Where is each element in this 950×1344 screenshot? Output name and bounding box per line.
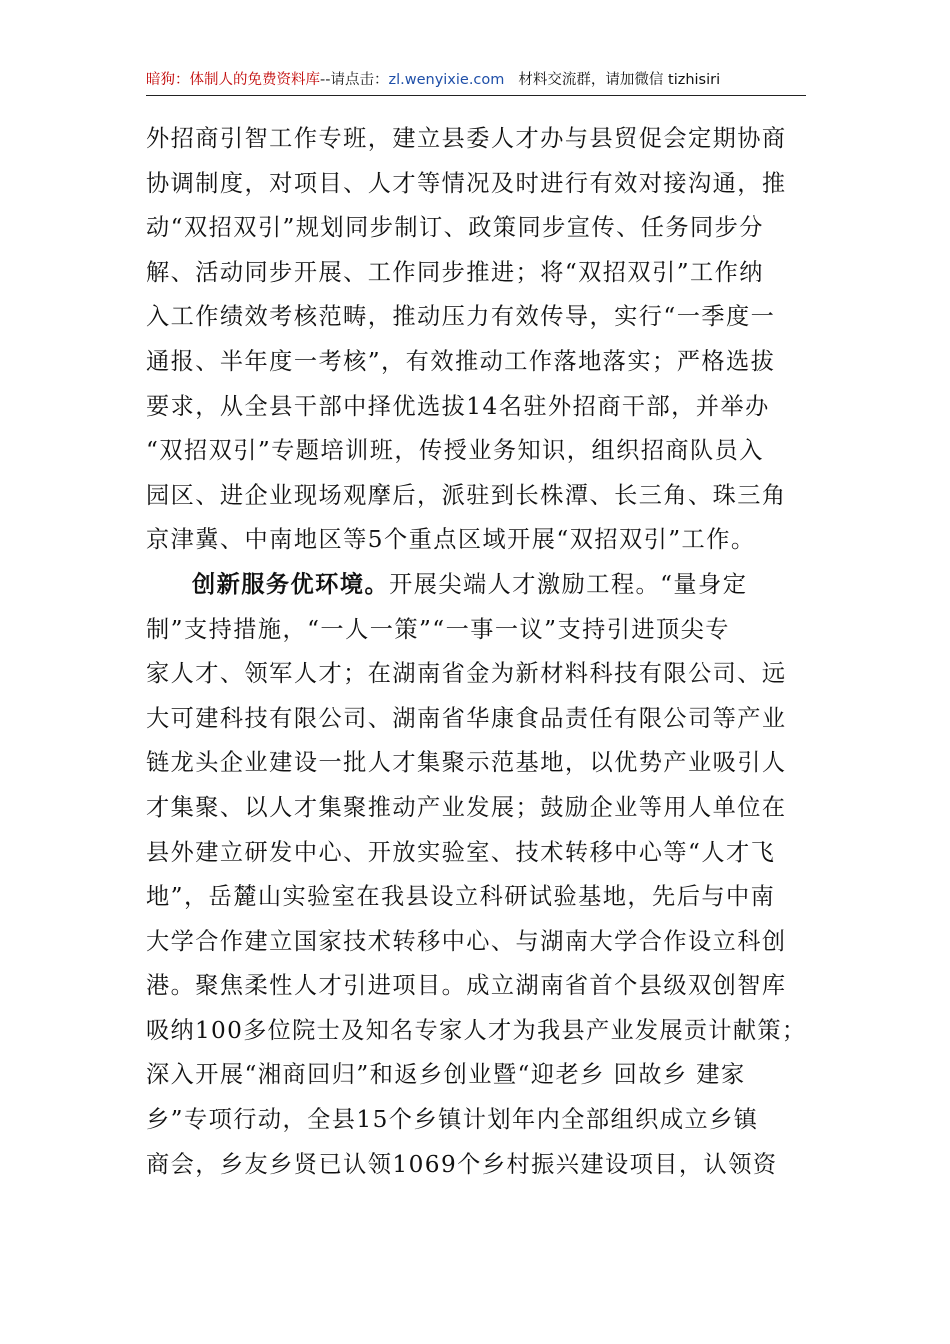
text-line: 港。聚焦柔性人才引进项目。成立湖南省首个县级双创智库 bbox=[146, 972, 787, 1000]
text-line: 协调制度，对项目、人才等情况及时进行有效对接沟通，推 bbox=[146, 169, 787, 197]
text-line: 要求，从全县干部中择优选拔14名驻外招商干部，并举办 bbox=[146, 392, 770, 420]
text-line: 制”支持措施，“一人一策”“一事一议”支持引进顶尖专 bbox=[146, 615, 730, 643]
paragraph-1 bbox=[146, 117, 806, 563]
document-body bbox=[146, 117, 806, 1187]
text-line: 地”，岳麓山实验室在我县设立科研试验基地，先后与中南 bbox=[146, 883, 776, 911]
text-line: 深入开展“湘商回归”和返乡创业暨“迎老乡 回故乡 建家 bbox=[146, 1061, 746, 1089]
text-line: 大可建科技有限公司、湖南省华康食品责任有限公司等产业 bbox=[146, 704, 787, 732]
paragraph-2-first-line bbox=[146, 563, 806, 608]
text-line: 解、活动同步开展、工作同步推进；将“双招双引”工作纳 bbox=[146, 258, 764, 286]
header-brand: 暗狗：体制人的免费资料库 bbox=[146, 72, 320, 88]
text-line: 家人才、领军人才；在湖南省金为新材料科技有限公司、远 bbox=[146, 660, 787, 688]
text-span: 开展尖端人才激励工程。“量身定 bbox=[389, 570, 748, 598]
text-line: 吸纳100多位院士及知名专家人才为我县产业发展贡计献策； bbox=[146, 1016, 807, 1044]
paragraph-2 bbox=[146, 563, 806, 1187]
text-line: 才集聚、以人才集聚推动产业发展；鼓励企业等用人单位在 bbox=[146, 793, 787, 821]
section-heading: 创新服务优环境。 bbox=[192, 570, 390, 598]
text-line: 京津冀、中南地区等5个重点区域开展“双招双引”工作。 bbox=[146, 526, 756, 554]
header-link[interactable]: zl.wenyixie.com bbox=[388, 72, 505, 88]
text-line: 通报、半年度一考核”，有效推动工作落地落实；严格选拔 bbox=[146, 347, 776, 375]
text-line: 入工作绩效考核范畴，推动压力有效传导，实行“一季度一 bbox=[146, 303, 776, 331]
header-separator: --请点击： bbox=[320, 72, 389, 88]
text-line: 链龙头企业建设一批人才集聚示范基地，以优势产业吸引人 bbox=[146, 749, 787, 777]
header-divider bbox=[146, 95, 806, 96]
text-line: 外招商引智工作专班，建立县委人才办与县贸促会定期协商 bbox=[146, 125, 787, 152]
text-line: 县外建立研发中心、开放实验室、技术转移中心等“人才飞 bbox=[146, 838, 776, 866]
text-line: 动“双招双引”规划同步制订、政策同步宣传、任务同步分 bbox=[146, 214, 764, 242]
text-line: “双招双引”专题培训班，传授业务知识，组织招商队员入 bbox=[146, 437, 764, 465]
header-contact: 材料交流群，请加微信 tizhisiri bbox=[518, 72, 721, 88]
page-header bbox=[146, 70, 806, 94]
text-line: 园区、进企业现场观摩后，派驻到长株潭、长三角、珠三角 bbox=[146, 481, 787, 509]
text-line: 商会，乡友乡贤已认领1069个乡村振兴建设项目，认领资 bbox=[146, 1150, 778, 1178]
text-line: 大学合作建立国家技术转移中心、与湖南大学合作设立科创 bbox=[146, 927, 787, 955]
text-line: 乡”专项行动，全县15个乡镇计划年内全部组织成立乡镇 bbox=[146, 1106, 759, 1134]
